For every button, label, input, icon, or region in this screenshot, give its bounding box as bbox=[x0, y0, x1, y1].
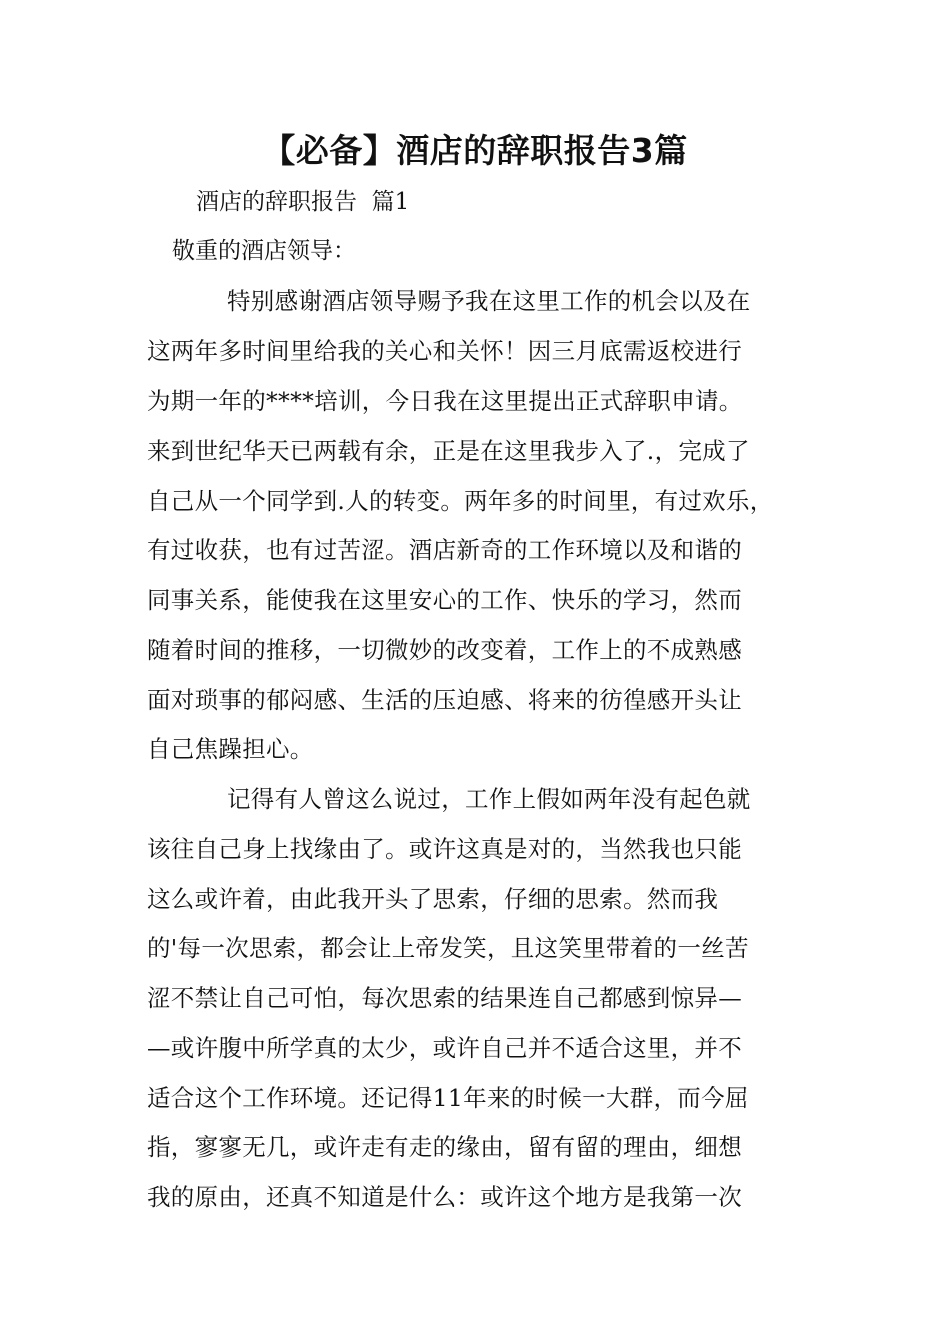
body-line: 有过收获，也有过苦涩。酒店新奇的工作环境以及和谐的 bbox=[147, 536, 742, 564]
body-line: 面对琐事的郁闷感、生活的压迫感、将来的彷徨感开头让 bbox=[147, 686, 742, 714]
body-line: 随着时间的推移，一切微妙的改变着，工作上的不成熟感 bbox=[147, 636, 742, 664]
document-subtitle: 酒店的辞职报告 篇1 bbox=[196, 189, 410, 215]
body-line: 自己从一个同学到.人的转变。两年多的时间里，有过欢乐， bbox=[147, 487, 774, 515]
body-line: 为期一年的****培训，今日我在这里提出正式辞职申请。 bbox=[147, 387, 743, 415]
body-line: 该往自己身上找缘由了。或许这真是对的，当然我也只能 bbox=[147, 835, 742, 863]
body-line: 来到世纪华天已两载有余，正是在这里我步入了.，完成了 bbox=[147, 437, 750, 465]
body-line: 指，寥寥无几，或许走有走的缘由，留有留的理由，细想 bbox=[147, 1133, 742, 1161]
body-line: 适合这个工作环境。还记得11年来的时候一大群，而今屈 bbox=[147, 1084, 749, 1112]
salutation: 敬重的酒店领导： bbox=[172, 238, 356, 264]
body-line: —或许腹中所学真的太少，或许自己并不适合这里，并不 bbox=[147, 1034, 742, 1062]
body-line: 特别感谢酒店领导赐予我在这里工作的机会以及在 bbox=[227, 287, 751, 315]
body-line: 我的原由，还真不知道是什么：或许这个地方是我第一次 bbox=[147, 1183, 742, 1211]
body-line: 这么或许着，由此我开头了思索，仔细的思索。然而我 bbox=[147, 885, 719, 913]
body-line: 的'每一次思索，都会让上帝发笑，且这笑里带着的一丝苦 bbox=[147, 934, 749, 962]
document-title: 【必备】酒店的辞职报告3篇 bbox=[262, 131, 688, 170]
body-line: 记得有人曾这么说过，工作上假如两年没有起色就 bbox=[227, 785, 751, 813]
body-line: 这两年多时间里给我的关心和关怀！因三月底需返校进行 bbox=[147, 337, 742, 365]
body-line: 自己焦躁担心。 bbox=[147, 735, 314, 763]
body-line: 同事关系，能使我在这里安心的工作、快乐的学习，然而 bbox=[147, 586, 742, 614]
body-line: 涩不禁让自己可怕，每次思索的结果连自己都感到惊异— bbox=[147, 984, 742, 1012]
